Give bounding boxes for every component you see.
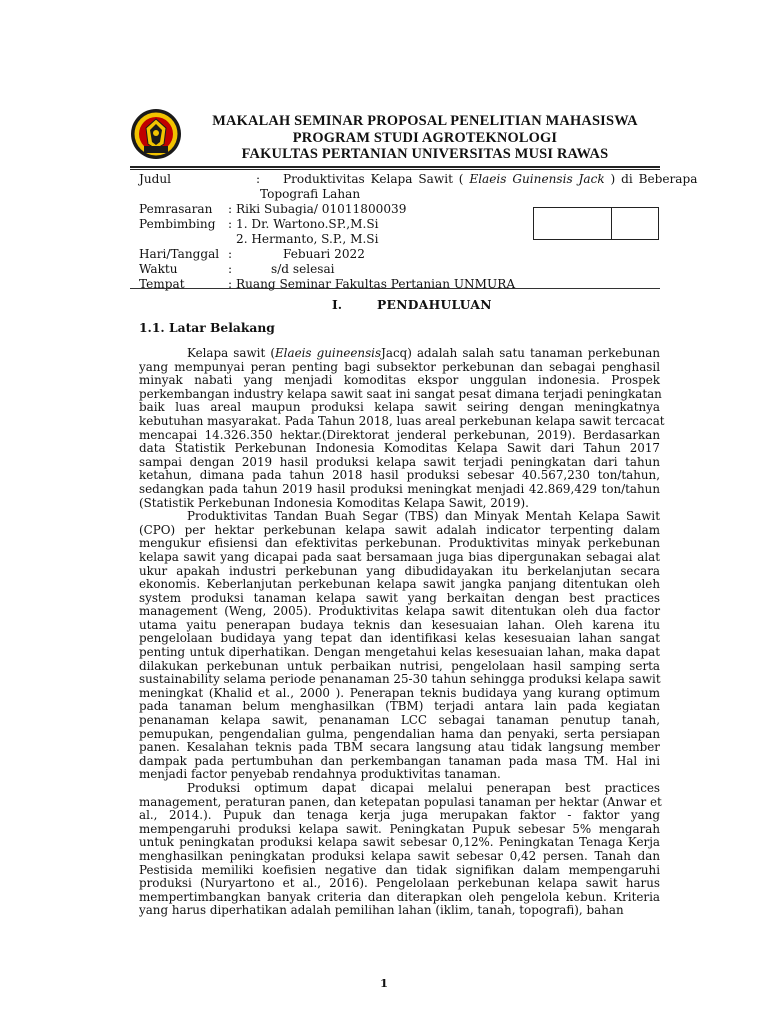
heading-line-1: MAKALAH SEMINAR PROPOSAL PENELITIAN MAHASISWA [212,113,638,129]
section-title: PENDAHULUAN [377,297,492,312]
paragraph [139,510,660,782]
text-line: management, peraturan panen, dan ketepatan populasi tanaman per hektar (Anwar et [139,794,662,809]
text-line: untuk peningkatan produksi kelapa sawit sebesar 0,12%. Peningkatan Tenaga Kerja [139,835,660,850]
pemrasaran-label: Pemrasaran [139,202,213,216]
text-line: penanaman kelapa sawit, penanaman LCC sebagai tanaman penutup tanah, [139,713,660,728]
text-line: mengukur efisiensi dan efektivitas perkebunan. Produktivitas minyak perkebunan [139,536,660,551]
signature-box-divider [611,208,612,239]
text-line: (Statistik Perkebunan Indonesia Komoditas Kelapa Sawit, 2019). [139,495,529,510]
text-line: dilakukan perkebunan untuk perbaikan nutrisi, pengelolaan hasil samping serta [139,658,660,673]
hari-colon: : [228,247,233,261]
judul-value: Produktivitas Kelapa Sawit ( Elaeis Guinensis Jack ) di Beberapa [283,172,698,186]
text-line: menjadi factor penyebab rendahnya produktivitas tanaman. [139,767,501,782]
text-line: produksi (Nuryartono et al., 2016). Pengelolaan perkebunan kelapa sawit harus [139,876,660,891]
text-line: baik luas areal maupun produksi kelapa sawit seiring dengan meningkatnya [139,400,660,415]
waktu-value: s/d selesai [271,262,335,276]
header-rule-thin [130,169,660,170]
document-heading [190,113,660,163]
paragraph [139,782,660,918]
text-line: pengelolaan budidaya yang tepat dan identifikasi kelas kesesuaian lahan sangat [139,631,660,646]
pembimbing-label: Pembimbing [139,217,216,231]
pembimbing-2: 2. Hermanto, S.P., M.Si [236,232,379,246]
text-line: system produksi tanaman kelapa sawit yang berkaitan dengan best practices [139,590,660,605]
hari-value: Febuari 2022 [283,247,365,261]
text-line: mencapai 14.326.350 hektar.(Direktorat jenderal perkebunan, 2019). Berdasarkan [139,427,660,442]
text-line: dampak pada pertumbuhan dan perkembangan tanaman pada masa TM. Hal ini [139,753,660,768]
text-line: management (Weng, 2005). Produktivitas kelapa sawit ditentukan oleh dua factor [139,604,660,619]
text-line: ketahun, dimana pada tahun 2018 hasil produksi sebesar 40.567,230 ton/tahun, [139,468,660,483]
text-line: sustainability selama periode penanaman 25-30 tahun sehingga produksi kelapa sawit [139,672,661,687]
text-line: sampai dengan 2019 hasil produksi kelapa sawit terjadi peningkatan dari tahun [139,454,660,469]
text-line: (CPO) per hektar perkebunan kelapa sawit adalah indicator terpenting dalam [139,522,660,537]
header-rule-thick [130,166,660,168]
text-line: kebutuhan masyarakat. Pada Tahun 2018, luas areal perkebunan kelapa sawit tercacat [139,413,665,428]
text-line: sedangkan pada tahun 2019 hasil produksi meningkat menjadi 42.869,429 ton/tahun [139,481,660,496]
subsection-heading: 1.1. Latar Belakang [139,320,275,335]
text-line: mempertimbangkan banyak criteria dan diterapkan oleh pengelola kebun. Kriteria [139,889,660,904]
tempat-value: Ruang Seminar Fakultas Pertanian UNMURA [236,277,516,291]
heading-line-3: FAKULTAS PERTANIAN UNIVERSITAS MUSI RAWAS [241,146,609,162]
text-line: minyak nabati yang menjadi komoditas ekspor unggulan indonesia. Prospek [139,373,660,388]
signature-box [533,207,659,240]
text-line: pada tanaman belum menghasilkan (TBM) terjadi antara lain pada kegiatan [139,699,660,714]
pemrasaran-value: Riki Subagia/ 01011800039 [236,202,407,216]
waktu-colon: : [228,262,233,276]
text-line: menghasilkan peningkatan produksi kelapa sawit sebesar 0,42 persen. Tanah dan [139,848,660,863]
paragraph [139,346,665,510]
text-line: Kelapa sawit (Elaeis guineensisJacq) adalah salah satu tanaman perkebunan [187,346,660,360]
text-line: yang harus diperhatikan adalah pemilihan lahan (iklim, tanah, topografi), bahan [139,903,624,918]
judul-label: Judul [139,172,172,186]
tempat-colon: : [228,277,233,291]
text-line: Produksi optimum dapat dicapai melalui penerapan best practices [187,781,660,795]
text-line: yang mempunyai peran penting bagi subsektor perkebunan dan sebagai penghasil [139,359,660,374]
text-line: ukur apakah industri perkebunan yang dibudidayakan itu berkelanjutan secara [139,563,660,578]
text-line: perkembangan industry kelapa sawit saat ini sangat pesat dimana terjadi peningkatan [139,386,662,401]
text-line: data Statistik Perkebunan Indonesia Komoditas Kelapa Sawit dari Tahun 2017 [139,441,660,456]
tempat-label: Tempat [139,277,185,291]
body-text [139,346,665,918]
text-line: meningkat (Khalid et al., 2000 ). Penerapan teknis budidaya yang kurang optimum [139,685,660,700]
hari-label: Hari/Tanggal [139,247,220,261]
text-line: Pestisida memiliki koefisien negative dan tidak signifikan dalam mempengaruhi [139,862,660,877]
pembimbing-colon: : [228,217,233,231]
text-line: Produktivitas Tandan Buah Segar (TBS) dan Minyak Mentah Kelapa Sawit [187,509,660,524]
pemrasaran-colon: : [228,202,233,216]
text-line: ekonomis. Keberlanjutan perkebunan kelapa sawit jangka panjang ditentukan oleh [139,577,660,592]
text-line: pemupukan, pengendalian gulma, pengendalian hama dan penyaki, serta persiapan [139,726,660,741]
page-number: 1 [379,976,388,990]
judul-colon: : [256,172,261,186]
heading-line-2: PROGRAM STUDI AGROTEKNOLOGI [292,129,558,146]
text-line: panen. Kesalahan teknis pada TBM secara langsung atau tidak langsung member [139,740,660,755]
pembimbing-1: 1. Dr. Wartono.SP.,M.Si [236,217,379,231]
section-number: I. [332,297,343,312]
info-rule [130,288,660,289]
text-line: al., 2014.). Pupuk dan tenaga kerja juga merupakan faktor - faktor yang [139,808,660,823]
text-line: mempengaruhi produksi kelapa sawit. Peningkatan Pupuk sebesar 5% mengarah [139,821,660,836]
waktu-label: Waktu [139,262,178,276]
judul-value-line2: Topografi Lahan [260,187,361,201]
university-logo [130,108,182,160]
text-line: utama yaitu penerapan budaya teknis dan kesesuaian lahan. Oleh karena itu [139,617,660,632]
text-line: penting untuk diperhatikan. Dengan mengetahui kelas kesesuaian lahan, maka dapat [139,645,660,660]
text-line: kelapa sawit yang dicapai pada saat bersamaan juga bias dipergunakan sebagai alat [139,549,660,564]
